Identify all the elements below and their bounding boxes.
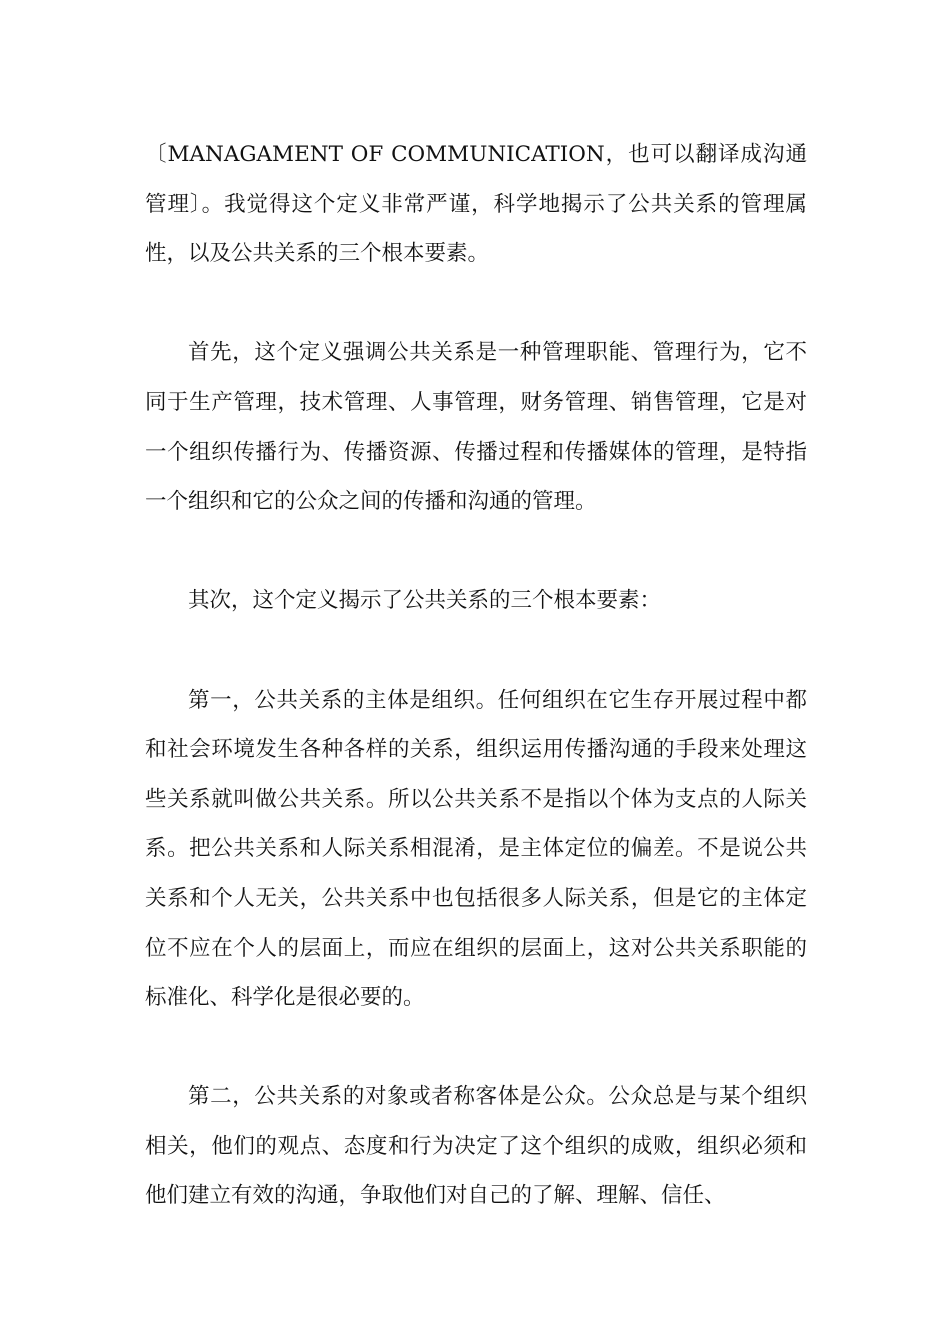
paragraph-second-point-intro: 其次，这个定义揭示了公共关系的三个根本要素： <box>188 588 662 614</box>
paragraph-definition-continuation: 〔MANAGAMENT OF COMMUNICATION，也可以翻译成沟通管理〕。我觉得这个定义非常严谨，科学地揭示了公共关系的管理属性，以及公共关系的三个根本要素。 <box>145 142 807 267</box>
document-body <box>145 130 807 1271</box>
paragraph-first-point: 首先，这个定义强调公共关系是一种管理职能、管理行为，它不同于生产管理，技术管理、人事管理，财务管理、销售管理，它是对一个组织传播行为、传播资源、传播过程和传播媒体的管理，是特指一个组织和它的公众之间的传播和沟通的管理。 <box>145 340 807 515</box>
paragraph-element-one: 第一，公共关系的主体是组织。任何组织在它生存开展过程中都和社会环境发生各种各样的关系，组织运用传播沟通的手段来处理这些关系就叫做公共关系。所以公共关系不是指以个体为支点的人际关系。把公共关系和人际关系相混淆，是主体定位的偏差。不是说公共关系和个人无关，公共关系中也包括很多人际关系，但是它的主体定位不应在个人的层面上，而应在组织的层面上，这对公共关系职能的标准化、科学化是很必要的。 <box>145 687 807 1011</box>
paragraph-element-two: 第二，公共关系的对象或者称客体是公众。公众总是与某个组织相关，他们的观点、态度和行为决定了这个组织的成败，组织必须和他们建立有效的沟通，争取他们对自己的了解、理解、信任、 <box>145 1084 807 1209</box>
